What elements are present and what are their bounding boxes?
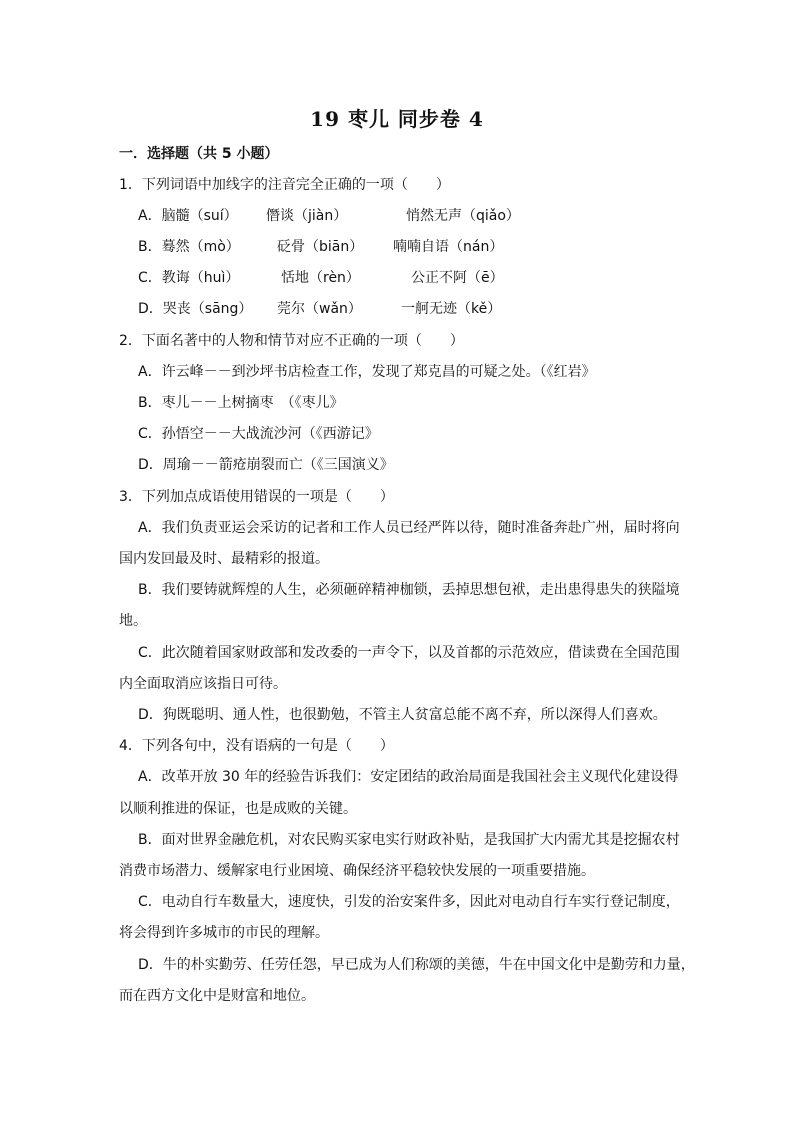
option-b-word-1: B．蓦然（mò） bbox=[138, 239, 240, 255]
option-d-word-1: D．哭丧（sāng） bbox=[138, 301, 253, 317]
option-b-word-2: 砭骨（biān） bbox=[277, 239, 364, 255]
question-3-option-d: D．狗既聪明、通人性，也很勤勉，不管主人贫富总能不离不弃，所以深得人们喜欢。 bbox=[138, 707, 667, 723]
question-4-stem: 4．下列各句中，没有语病的一句是（ ） bbox=[119, 738, 394, 754]
question-3-option-c-line-2: 内全面取消应该指日可待。 bbox=[119, 676, 287, 692]
question-4-option-b-line-1: B．面对世界金融危机，对农民购买家电实行财政补贴，是我国扩大内需尤其是挖掘农村 bbox=[138, 832, 680, 848]
question-4-option-c-line-1: C．电动自行车数量大，速度快，引发的治安案件多，因此对电动自行车实行登记制度， bbox=[138, 894, 680, 910]
question-2-stem: 2．下面名著中的人物和情节对应不正确的一项（ ） bbox=[119, 333, 464, 349]
question-4-option-d-line-2: 而在西方文化中是财富和地位。 bbox=[119, 988, 315, 1004]
question-2-option-d: D．周瑜－－箭疮崩裂而亡（《三国演义》 bbox=[138, 457, 394, 473]
question-4-option-b-line-2: 消费市场潜力、缓解家电行业困境、确保经济平稳较快发展的一项重要措施。 bbox=[119, 863, 595, 879]
question-4-option-a-line-2: 以顺利推进的保证，也是成败的关键。 bbox=[119, 801, 357, 817]
question-3-stem: 3．下列加点成语使用错误的一项是（ ） bbox=[119, 489, 394, 505]
question-3-option-b-line-1: B．我们要铸就辉煌的人生，必须砸碎精神枷锁，丢掉思想包袱，走出患得患失的狭隘境 bbox=[138, 582, 680, 598]
question-1-stem: 1．下列词语中加线字的注音完全正确的一项（ ） bbox=[119, 177, 450, 193]
option-c-word-3: 公正不阿（ē） bbox=[411, 270, 504, 286]
option-c-word-1: C．教诲（huì） bbox=[138, 270, 240, 286]
option-a-word-3: 悄然无声（qiǎo） bbox=[406, 208, 520, 224]
question-4-option-d-line-1: D．牛的朴实勤劳、任劳任怨，早已成为人们称颂的美德，牛在中国文化中是勤劳和力量， bbox=[138, 957, 695, 973]
page-title: 19 枣儿 同步卷 4 bbox=[310, 107, 484, 131]
option-b-word-3: 喃喃自语（nán） bbox=[393, 239, 504, 255]
option-d-word-3: 一舸无迹（kě） bbox=[401, 301, 502, 317]
question-3-option-b-line-2: 地。 bbox=[119, 613, 147, 629]
question-2-option-c: C．孙悟空－－大战流沙河（《西游记》 bbox=[138, 426, 379, 442]
option-a-word-1: A．脑髓（suí） bbox=[138, 208, 238, 224]
question-4-option-c-line-2: 将会得到许多城市的市民的理解。 bbox=[119, 925, 329, 941]
question-3-option-a-line-2: 国内发回最及时、最精彩的报道。 bbox=[119, 551, 329, 567]
option-c-word-2: 恬地（rèn） bbox=[281, 270, 360, 286]
question-2-option-a: A．许云峰－－到沙坪书店检查工作，发现了郑克昌的可疑之处。（《红岩》 bbox=[138, 364, 596, 380]
option-d-word-2: 莞尔（wǎn） bbox=[277, 301, 362, 317]
section-heading: 一．选择题（共 5 小题） bbox=[119, 146, 279, 162]
question-4-option-a-line-1: A．改革开放 30 年的经验告诉我们：安定团结的政治局面是我国社会主义现代化建设得 bbox=[138, 769, 679, 785]
question-3-option-c-line-1: C．此次随着国家财政部和发改委的一声令下，以及首都的示范效应，借读费在全国范围 bbox=[138, 645, 680, 661]
option-a-word-2: 僭谈（jiàn） bbox=[266, 208, 348, 224]
question-3-option-a-line-1: A．我们负责亚运会采访的记者和工作人员已经严阵以待，随时准备奔赴广州，届时将向 bbox=[138, 520, 680, 536]
question-2-option-b: B．枣儿－－上树摘枣 （《枣儿》 bbox=[138, 395, 344, 411]
